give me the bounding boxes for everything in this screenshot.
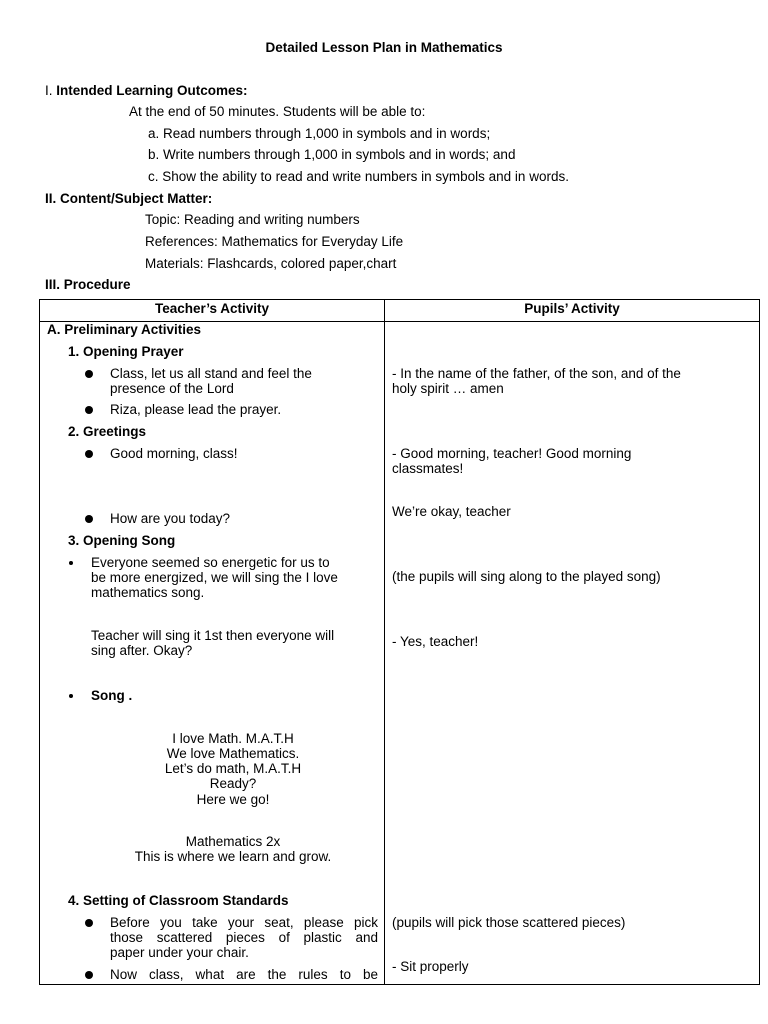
subject-topic: Topic: Reading and writing numbers [145, 212, 360, 227]
greetings-teacher-morning: Good morning, class! [110, 446, 238, 461]
lyrics-line: Let’s do math, M.A.T.H [164, 761, 302, 776]
song-pupils-yes: - Yes, teacher! [392, 634, 479, 649]
lyrics-line: Mathematics 2x [185, 834, 281, 849]
greetings-pupils-line-2: classmates! [392, 461, 464, 476]
column-divider [384, 300, 385, 984]
bullet-dot-icon [85, 971, 93, 979]
prayer-teacher-riza: Riza, please lead the prayer. [110, 402, 282, 417]
song-teacher-line-2: be more energized, we will sing the I love [91, 570, 338, 585]
bullet-dot-icon [85, 450, 93, 458]
procedure-table [39, 299, 760, 985]
prayer-pupils-line-1: - In the name of the father, of the son, and of the [392, 366, 681, 381]
outcomes-intro: At the end of 50 minutes. Students will be able to: [129, 104, 426, 119]
bullet-dot-icon [85, 515, 93, 523]
standards-teacher-line-3: paper under your chair. [110, 945, 249, 960]
lyrics-line: Ready? [209, 776, 257, 791]
greetings-pupils-line-1: - Good morning, teacher! Good morning [392, 446, 632, 461]
prayer-teacher-line-1: Class, let us all stand and feel the [110, 366, 312, 381]
bullet-dot-icon [85, 919, 93, 927]
standards-teacher-line-1: Before you take your seat, please pick [110, 915, 378, 930]
greetings-heading: 2. Greetings [68, 424, 147, 439]
bullet-small-dot-icon [69, 561, 73, 565]
outcome-c: c. Show the ability to read and write numbers in symbols and in words. [148, 169, 569, 184]
song-pupils-sing-along: (the pupils will sing along to the played song) [392, 569, 661, 584]
song-teacher-instruction-line-2: sing after. Okay? [91, 643, 193, 658]
teacher-activity-header: Teacher’s Activity [154, 301, 270, 316]
classroom-standards-heading: 4. Setting of Classroom Standards [68, 893, 289, 908]
section-2-heading: II. Content/Subject Matter: [45, 191, 213, 206]
subject-materials: Materials: Flashcards, colored paper,chart [145, 256, 397, 271]
prayer-pupils-line-2: holy spirit … amen [392, 381, 504, 396]
greetings-pupils-okay: We’re okay, teacher [392, 504, 511, 519]
opening-prayer-heading: 1. Opening Prayer [68, 344, 184, 359]
song-teacher-instruction-line-1: Teacher will sing it 1st then everyone will [91, 628, 335, 643]
standards-pupils-pick: (pupils will pick those scattered pieces) [392, 915, 626, 930]
subject-references: References: Mathematics for Everyday Life [145, 234, 404, 249]
preliminary-activities-heading: A. Preliminary Activities [47, 322, 202, 337]
lyrics-line: I love Math. M.A.T.H [172, 731, 294, 746]
lyrics-line: We love Mathematics. [166, 746, 300, 761]
opening-song-heading: 3. Opening Song [68, 533, 176, 548]
prayer-teacher-line-2: presence of the Lord [110, 381, 234, 396]
standards-teacher-line-2: those scattered pieces of plastic and [110, 930, 378, 945]
lyrics-line: This is where we learn and grow. [134, 849, 332, 864]
pupils-activity-header: Pupils’ Activity [524, 301, 620, 316]
song-teacher-line-3: mathematics song. [91, 585, 205, 600]
lyrics-line: Here we go! [196, 792, 270, 807]
bullet-dot-icon [85, 406, 93, 414]
section-3-heading: III. Procedure [45, 277, 131, 292]
bullet-dot-icon [85, 370, 93, 378]
standards-pupils-sit: - Sit properly [392, 959, 469, 974]
section-1-heading [45, 83, 248, 98]
song-teacher-line-1: Everyone seemed so energetic for us to [91, 555, 330, 570]
song-label: Song . [91, 688, 133, 703]
outcome-a: a. Read numbers through 1,000 in symbols and in words; [148, 126, 491, 141]
section-1-title: Intended Learning Outcomes: [56, 83, 248, 98]
outcome-b: b. Write numbers through 1,000 in symbols and in words; and [148, 147, 516, 162]
bullet-small-dot-icon [69, 694, 73, 698]
section-1-number: I. [45, 83, 53, 98]
standards-teacher-rules: Now class, what are the rules to be [110, 967, 378, 982]
greetings-teacher-how-are-you: How are you today? [110, 511, 231, 526]
document-title: Detailed Lesson Plan in Mathematics [265, 40, 503, 55]
